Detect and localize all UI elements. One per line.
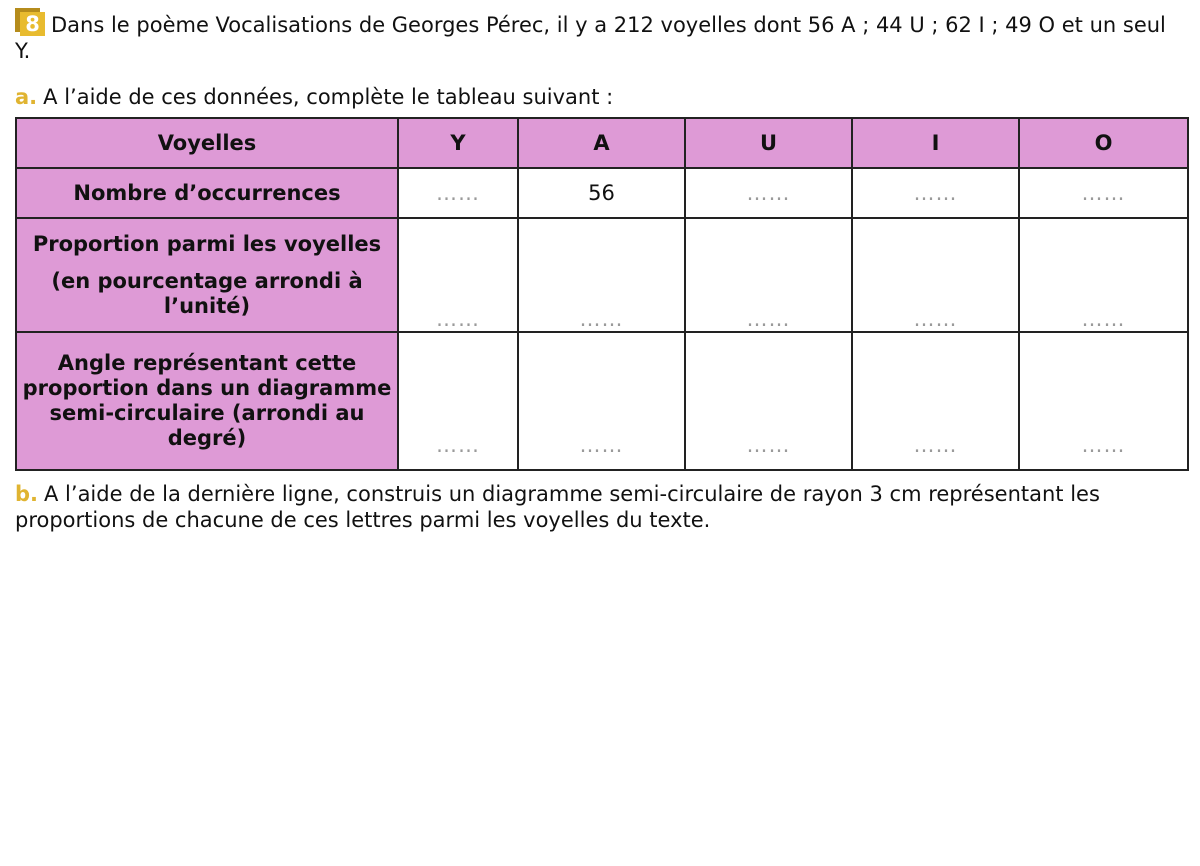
cell-proportion-o[interactable]: …… [1019, 218, 1188, 332]
cell-occurrences-y[interactable]: …… [398, 168, 518, 218]
header-voyelles: Voyelles [16, 118, 398, 168]
question-b-letter: b. [15, 482, 39, 506]
header-o: O [1019, 118, 1188, 168]
question-a-letter: a. [15, 85, 38, 109]
cell-angle-y[interactable]: …… [398, 332, 518, 470]
exercise-number-badge [15, 8, 45, 36]
header-a: A [518, 118, 685, 168]
question-b [15, 481, 1187, 533]
question-b-text: A l’aide de la dernière ligne, construis un diagramme semi-circulaire de rayon 3 cm représentant les proportions de chacune de ces lettres parmi les voyelles du texte. [15, 482, 1100, 532]
cell-proportion-i[interactable]: …… [852, 218, 1019, 332]
cell-occurrences-a: 56 [518, 168, 685, 218]
row-label-proportion-line1: Proportion parmi les voyelles [32, 231, 382, 256]
cell-proportion-u[interactable]: …… [685, 218, 852, 332]
header-y: Y [398, 118, 518, 168]
cell-proportion-y[interactable]: …… [398, 218, 518, 332]
table-row-occurrences [16, 168, 1188, 218]
table-row-proportion [16, 218, 1188, 332]
header-u: U [685, 118, 852, 168]
row-label-angle: Angle représentant cette proportion dans un diagramme semi-circulaire (arrondi au degré) [16, 332, 398, 470]
cell-angle-u[interactable]: …… [685, 332, 852, 470]
row-label-occurrences: Nombre d’occurrences [16, 168, 398, 218]
question-a [15, 84, 1187, 110]
header-i: I [852, 118, 1019, 168]
table-row-angle [16, 332, 1188, 470]
vowel-table [15, 117, 1189, 471]
statement-text: Dans le poème Vocalisations de Georges Pérec, il y a 212 voyelles dont 56 A ; 44 U ; 62 I ; 49 O et un seul Y. [15, 13, 1166, 63]
row-label-proportion-line2: (en pourcentage arrondi à l’unité) [51, 268, 363, 318]
exercise-number: 8 [20, 12, 45, 36]
cell-angle-i[interactable]: …… [852, 332, 1019, 470]
cell-angle-o[interactable]: …… [1019, 332, 1188, 470]
row-label-proportion [16, 218, 398, 332]
cell-occurrences-u[interactable]: …… [685, 168, 852, 218]
label-spacer [17, 257, 397, 269]
exercise-page [15, 8, 1187, 533]
cell-proportion-a[interactable]: …… [518, 218, 685, 332]
question-a-text: A l’aide de ces données, complète le tableau suivant : [43, 85, 614, 109]
cell-occurrences-i[interactable]: …… [852, 168, 1019, 218]
cell-occurrences-o[interactable]: …… [1019, 168, 1188, 218]
cell-angle-a[interactable]: …… [518, 332, 685, 470]
exercise-statement [15, 8, 1187, 64]
table-header-row [16, 118, 1188, 168]
